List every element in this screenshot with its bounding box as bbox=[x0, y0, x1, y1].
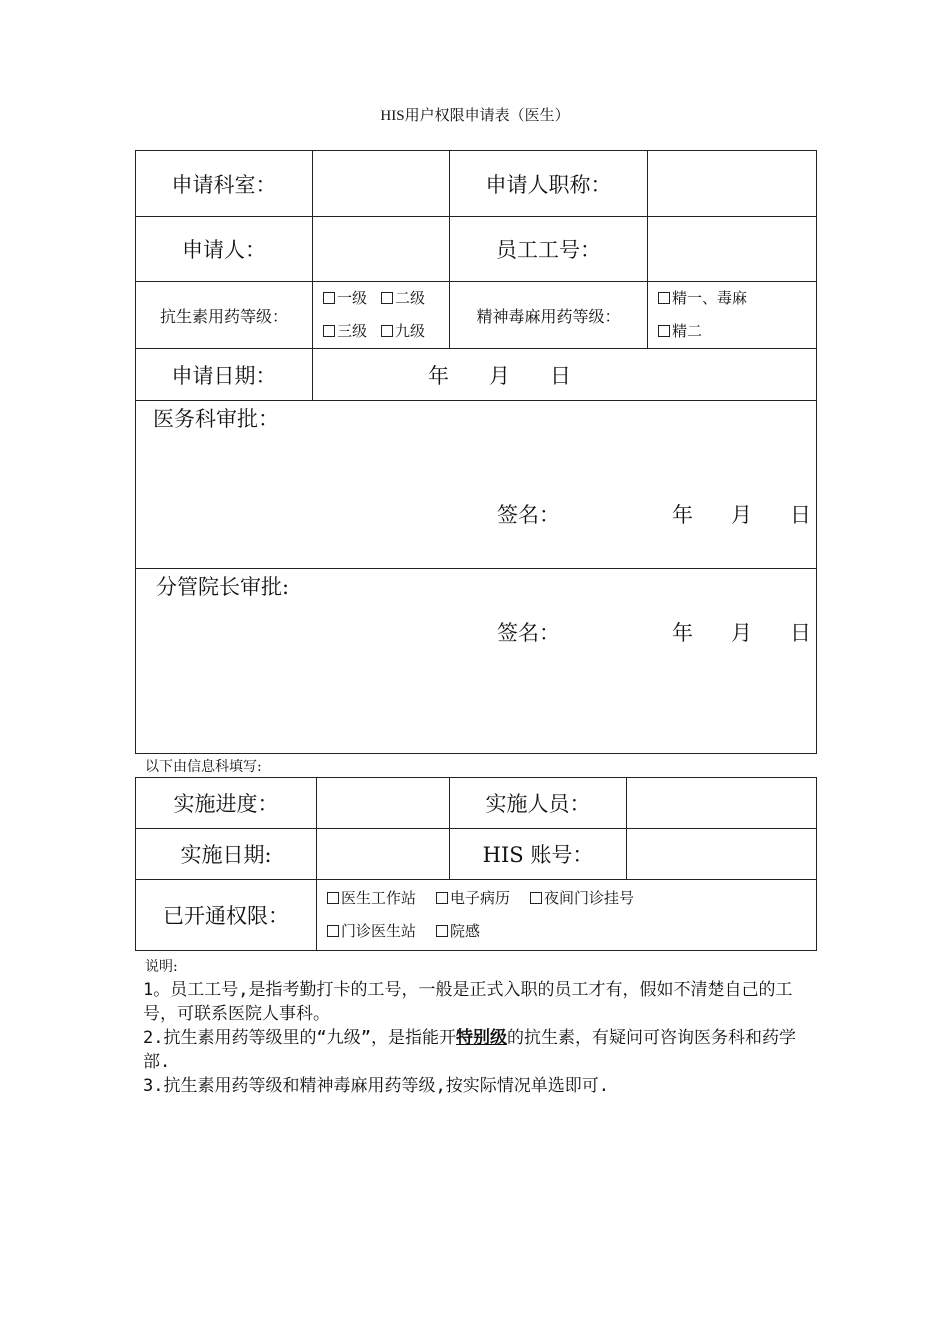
checkbox-icon bbox=[530, 892, 542, 904]
impl-date-field[interactable] bbox=[317, 829, 450, 880]
perm-infection-control[interactable]: 院感 bbox=[436, 915, 480, 948]
perm-outpatient-station[interactable]: 门诊医生站 bbox=[327, 915, 416, 948]
staff-id-label: 员工工号： bbox=[450, 217, 648, 282]
permission-options bbox=[317, 880, 817, 951]
info-dept-note: 以下由信息科填写: bbox=[145, 759, 262, 775]
applicant-title-field[interactable] bbox=[648, 151, 817, 217]
psych-option-2[interactable]: 精二 bbox=[658, 315, 702, 348]
applicant-title-label: 申请人职称： bbox=[450, 151, 648, 217]
vp-approval-section[interactable] bbox=[136, 569, 817, 754]
checkbox-icon bbox=[658, 325, 670, 337]
checkbox-icon bbox=[436, 925, 448, 937]
apply-date-field[interactable] bbox=[313, 349, 817, 401]
impl-progress-label: 实施进度： bbox=[136, 778, 317, 829]
impl-date-label: 实施日期: bbox=[136, 829, 317, 880]
checkbox-icon bbox=[327, 925, 339, 937]
explanation-item-2: 2.抗生素用药等级里的“九级”，是指能开特别级的抗生素，有疑问可咨询医务科和药学部. bbox=[143, 1028, 796, 1072]
implementation-table bbox=[135, 777, 817, 951]
antibiotic-level-options bbox=[313, 282, 450, 349]
apply-date-label: 申请日期： bbox=[136, 349, 313, 401]
perm-night-registration[interactable]: 夜间门诊挂号 bbox=[530, 882, 634, 915]
his-account-field[interactable] bbox=[627, 829, 817, 880]
application-table bbox=[135, 150, 817, 754]
checkbox-icon bbox=[327, 892, 339, 904]
impl-progress-field[interactable] bbox=[317, 778, 450, 829]
explanation-list bbox=[143, 978, 803, 1098]
checkbox-icon bbox=[658, 292, 670, 304]
vp-approval-title: 分管院长审批: bbox=[156, 575, 290, 599]
psych-option-1[interactable]: 精一、毒麻 bbox=[658, 282, 747, 315]
date-day: 日 bbox=[550, 363, 571, 388]
perm-emr[interactable]: 电子病历 bbox=[436, 882, 510, 915]
checkbox-icon bbox=[381, 292, 393, 304]
antibiotic-option-2[interactable]: 二级 bbox=[381, 282, 425, 315]
checkbox-icon bbox=[436, 892, 448, 904]
explanation-item-1: 1。员工工号,是指考勤打卡的工号，一般是正式入职的员工才有，假如不清楚自己的工号，可联系医院人事科。 bbox=[143, 980, 793, 1024]
medical-approval-signature: 签名： 年 月 日 bbox=[497, 503, 811, 527]
date-year: 年 bbox=[428, 363, 449, 388]
checkbox-icon bbox=[323, 292, 335, 304]
explanation-item-3: 3.抗生素用药等级和精神毒麻用药等级,按实际情况单选即可. bbox=[143, 1076, 609, 1096]
his-account-label: HIS 账号： bbox=[450, 829, 627, 880]
medical-approval-title: 医务科审批： bbox=[153, 407, 279, 431]
antibiotic-option-1[interactable]: 一级 bbox=[323, 282, 367, 315]
checkbox-icon bbox=[323, 325, 335, 337]
explanation-heading: 说明: bbox=[145, 959, 178, 975]
special-grade-emphasis: 特别级 bbox=[455, 1028, 507, 1048]
impl-staff-label: 实施人员： bbox=[450, 778, 627, 829]
antibiotic-option-9[interactable]: 九级 bbox=[381, 315, 425, 348]
checkbox-icon bbox=[381, 325, 393, 337]
date-month: 月 bbox=[489, 363, 510, 388]
medical-approval-section[interactable] bbox=[136, 401, 817, 569]
staff-id-field[interactable] bbox=[648, 217, 817, 282]
antibiotic-option-3[interactable]: 三级 bbox=[323, 315, 367, 348]
opened-permissions-label: 已开通权限： bbox=[136, 880, 317, 951]
impl-staff-field[interactable] bbox=[627, 778, 817, 829]
applicant-label: 申请人： bbox=[136, 217, 313, 282]
vp-approval-signature: 签名： 年 月 日 bbox=[497, 621, 811, 645]
psych-level-options bbox=[648, 282, 817, 349]
dept-label: 申请科室： bbox=[136, 151, 313, 217]
psych-level-label: 精神毒麻用药等级： bbox=[450, 282, 648, 349]
form-title: HIS用户权限申请表（医生） bbox=[380, 108, 570, 124]
antibiotic-level-label: 抗生素用药等级： bbox=[136, 282, 313, 349]
dept-field[interactable] bbox=[313, 151, 450, 217]
perm-doctor-workstation[interactable]: 医生工作站 bbox=[327, 882, 416, 915]
applicant-field[interactable] bbox=[313, 217, 450, 282]
